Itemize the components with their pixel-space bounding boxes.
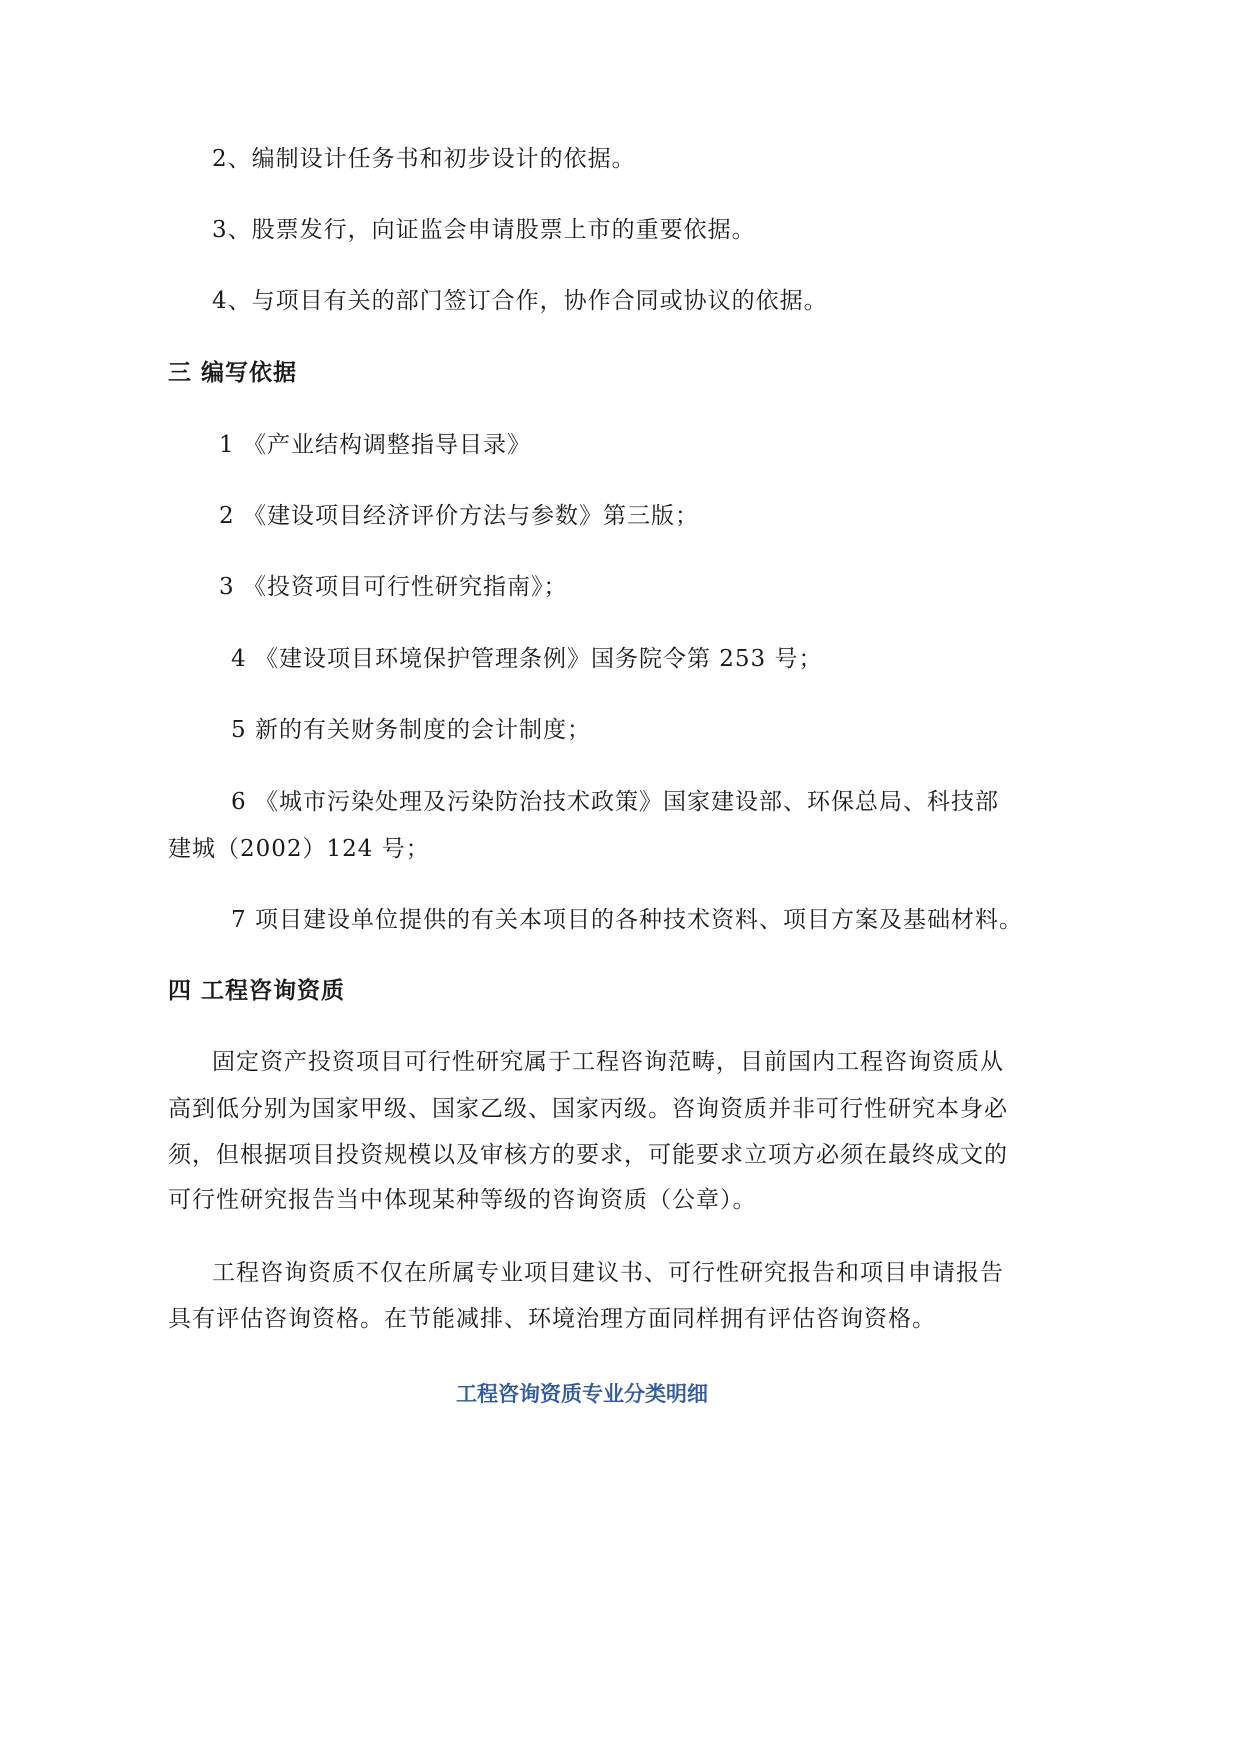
list-item: 2、编制设计任务书和初步设计的依据。 bbox=[212, 146, 636, 172]
paragraph-line: 可行性研究报告当中体现某种等级的咨询资质（公章）。 bbox=[168, 1187, 757, 1213]
paragraph-line: 工程咨询资质不仅在所属专业项目建议书、可行性研究报告和项目申请报告 bbox=[212, 1260, 1004, 1286]
list-item: 4、与项目有关的部门签订合作，协作合同或协议的依据。 bbox=[212, 288, 828, 314]
paragraph-line: 固定资产投资项目可行性研究属于工程咨询范畴，目前国内工程咨询资质从 bbox=[212, 1049, 1004, 1075]
reference-item: 3 《投资项目可行性研究指南》； bbox=[219, 574, 568, 600]
reference-item: 7 项目建设单位提供的有关本项目的各种技术资料、项目方案及基础材料。 bbox=[231, 907, 1023, 933]
reference-item: 1 《产业结构调整指导目录》 bbox=[219, 432, 531, 458]
reference-item: 6 《城市污染处理及污染防治技术政策》国家建设部、环保总局、科技部 bbox=[231, 789, 999, 815]
paragraph-line: 须，但根据项目投资规模以及审核方的要求，可能要求立项方必须在最终成文的 bbox=[168, 1142, 1008, 1168]
paragraph-line: 具有评估咨询资格。在节能减排、环境治理方面同样拥有评估咨询资格。 bbox=[168, 1306, 936, 1332]
paragraph-line: 高到低分别为国家甲级、国家乙级、国家丙级。咨询资质并非可行性研究本身必 bbox=[168, 1096, 1008, 1122]
section-heading: 四 工程咨询资质 bbox=[168, 978, 346, 1004]
reference-item: 5 新的有关财务制度的会计制度； bbox=[231, 717, 591, 743]
reference-item: 4 《建设项目环境保护管理条例》国务院令第 253 号； bbox=[231, 646, 823, 672]
reference-item: 2 《建设项目经济评价方法与参数》第三版； bbox=[219, 503, 699, 529]
table-caption: 工程咨询资质专业分类明细 bbox=[456, 1382, 708, 1406]
list-item: 3、股票发行，向证监会申请股票上市的重要依据。 bbox=[212, 217, 756, 243]
reference-item-continuation: 建城（2002）124 号； bbox=[168, 836, 430, 862]
section-heading: 三 编写依据 bbox=[168, 360, 298, 386]
